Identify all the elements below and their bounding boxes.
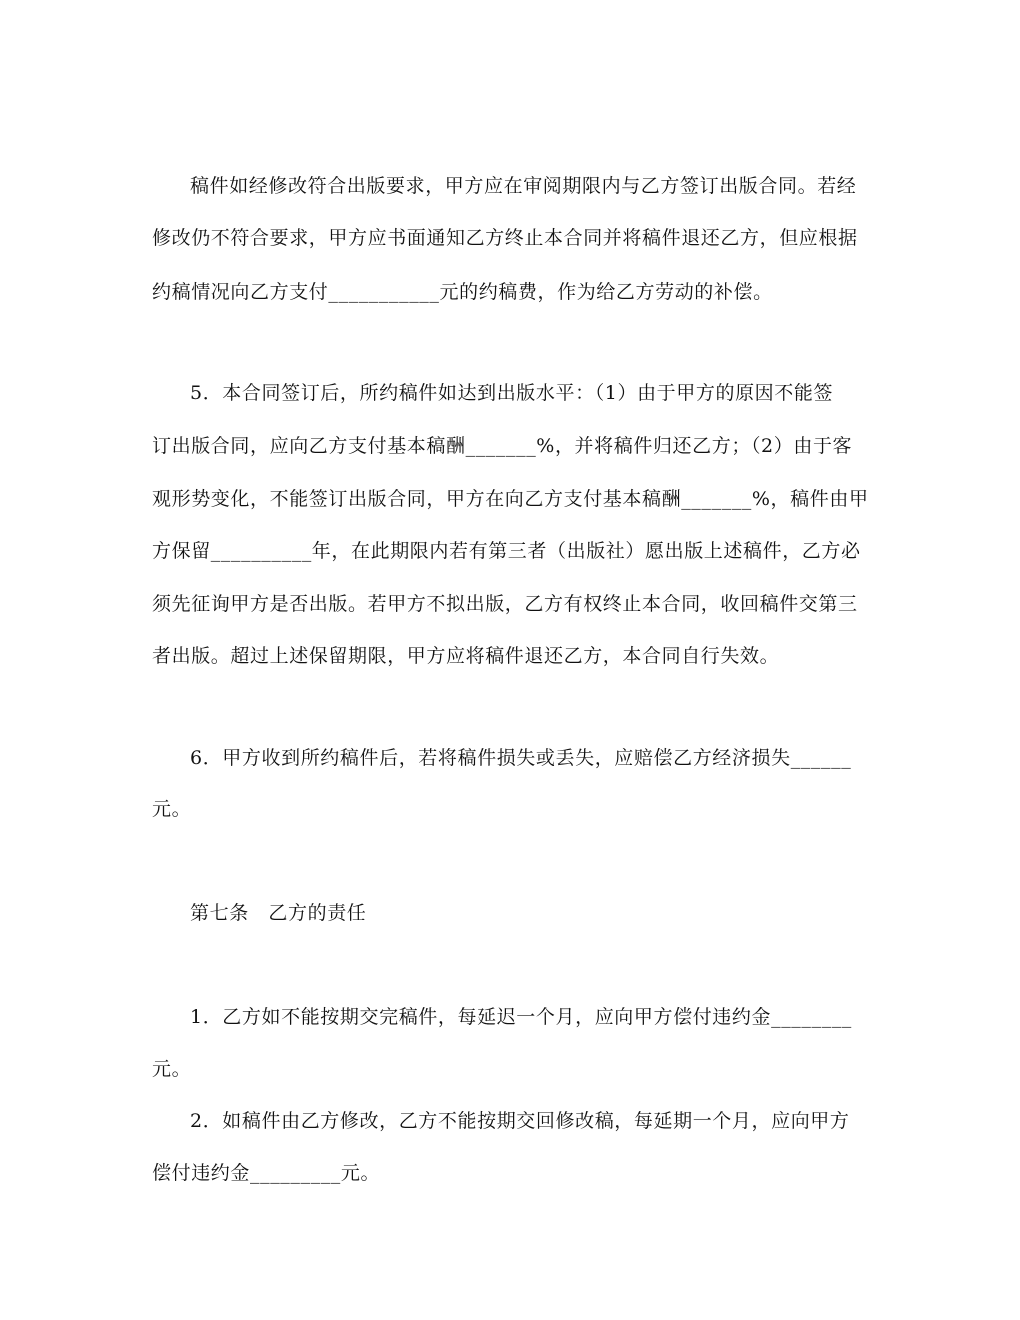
article-heading: 第七条 乙方的责任 — [190, 902, 367, 924]
paragraph-line: 稿件如经修改符合出版要求，甲方应在审阅期限内与乙方签订出版合同。若经 — [190, 175, 857, 197]
clause-5-line: 观形势变化，不能签订出版合同，甲方在向乙方支付基本稿酬_______%，稿件由甲 — [152, 488, 869, 510]
clause-5-line: 方保留__________年，在此期限内若有第三者（出版社）愿出版上述稿件，乙方必 — [152, 540, 861, 562]
clause-6-line: 6．甲方收到所约稿件后，若将稿件损失或丢失，应赔偿乙方经济损失______ — [190, 747, 852, 769]
clause-1-line: 1．乙方如不能按期交完稿件，每延迟一个月，应向甲方偿付违约金________ — [190, 1006, 852, 1028]
paragraph-line: 约稿情况向乙方支付___________元的约稿费，作为给乙方劳动的补偿。 — [152, 281, 773, 303]
clause-5-line: 者出版。超过上述保留期限，甲方应将稿件退还乙方，本合同自行失效。 — [152, 645, 780, 667]
clause-2-line: 偿付违约金_________元。 — [152, 1162, 381, 1184]
paragraph-line: 修改仍不符合要求，甲方应书面通知乙方终止本合同并将稿件退还乙方，但应根据 — [152, 227, 858, 249]
clause-6-line: 元。 — [152, 798, 192, 820]
clause-5-line: 5．本合同签订后，所约稿件如达到出版水平：（1）由于甲方的原因不能签 — [190, 382, 834, 404]
clause-5-line: 须先征询甲方是否出版。若甲方不拟出版，乙方有权终止本合同，收回稿件交第三 — [152, 593, 858, 615]
clause-5-line: 订出版合同，应向乙方支付基本稿酬_______%，并将稿件归还乙方；（2）由于客 — [152, 435, 853, 457]
clause-2-line: 2．如稿件由乙方修改，乙方不能按期交回修改稿，每延期一个月，应向甲方 — [190, 1110, 850, 1132]
clause-1-line: 元。 — [152, 1058, 192, 1080]
